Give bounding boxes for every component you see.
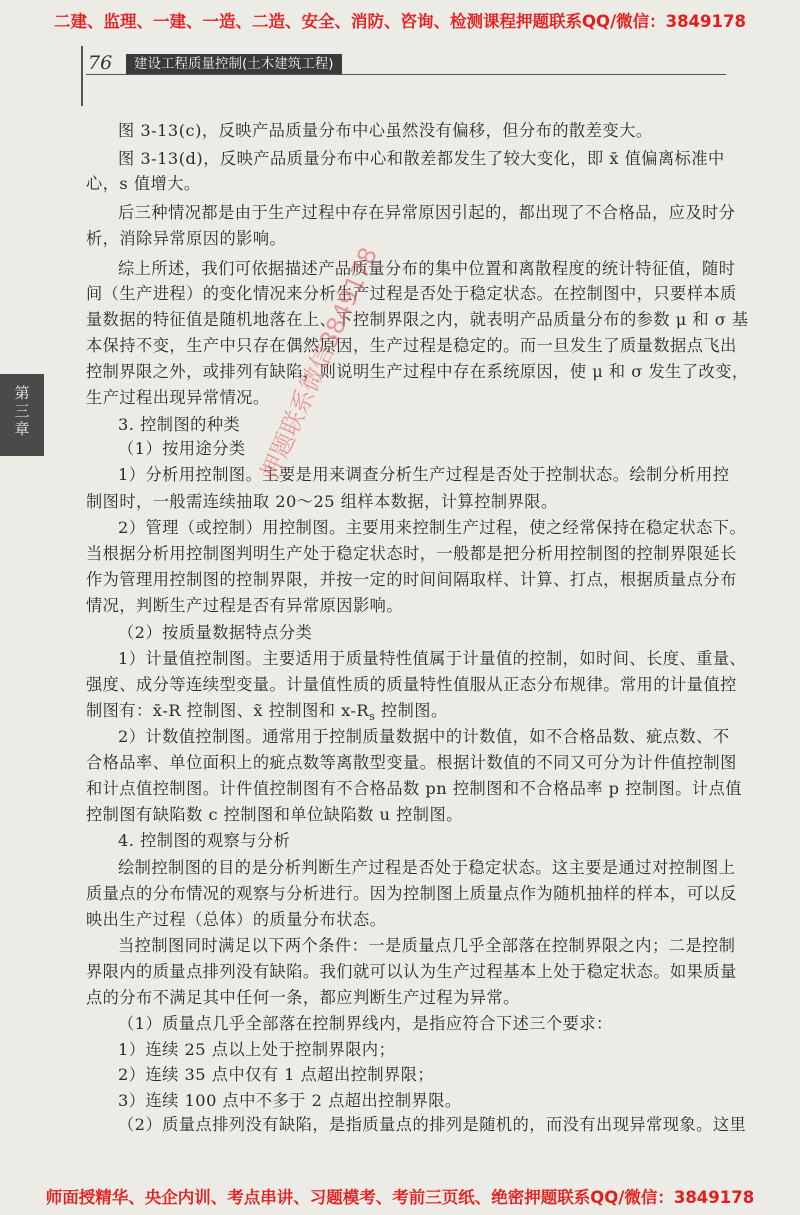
text-line: 1）连续 25 点以上处于控制界限内； xyxy=(118,1040,396,1059)
text-line: 2）计数值控制图。通常用于控制质量数据中的计数值，如不合格品数、疵点数、不 xyxy=(118,727,730,746)
text-line: 3）连续 100 点中不多于 2 点超出控制界限。 xyxy=(118,1091,462,1110)
promo-banner-top: 二建、监理、一建、一造、二造、安全、消防、咨询、检测课程押题联系QQ/微信：3849178 xyxy=(54,12,746,31)
header-divider xyxy=(86,74,726,75)
text-line: 控制界限之外，或排列有缺陷，则说明生产过程中存在系统原因，使 μ 和 σ 发生了改变， xyxy=(86,362,749,381)
text-line: 当根据分析用控制图判明生产处于稳定状态时，一般都是把分析用控制图的控制界限延长 xyxy=(86,544,737,563)
text-line: 3. 控制图的种类 xyxy=(118,415,241,434)
chapter-tab-char: 三 xyxy=(14,402,30,420)
text-line: 综上所述，我们可依据描述产品质量分布的集中位置和离散程度的统计特征值，随时 xyxy=(118,259,736,278)
text-line: 1）计量值控制图。主要适用于质量特性值属于计量值的控制，如时间、长度、重量、 xyxy=(118,649,747,668)
text-line: 控制图有缺陷数 c 控制图和单位缺陷数 u 控制图。 xyxy=(86,805,463,824)
text-line: 生产过程出现异常情况。 xyxy=(86,388,270,407)
text-line: （1）按用途分类 xyxy=(118,439,246,458)
text-line: 图 3-13(c)，反映产品质量分布中心虽然没有偏移，但分布的散差变大。 xyxy=(118,121,653,140)
text-line: 绘制控制图的目的是分析判断生产过程是否处于稳定状态。这主要是通过对控制图上 xyxy=(118,858,736,877)
text-line: （2）质量点排列没有缺陷，是指质量点的排列是随机的，而没有出现异常现象。这里 xyxy=(118,1115,747,1134)
text-line: 本保持不变，生产中只存在偶然原因，生产过程是稳定的。而一旦发生了质量数据点飞出 xyxy=(86,336,737,355)
chapter-tab-char: 章 xyxy=(14,420,30,438)
page-number: 76 xyxy=(88,52,113,74)
text-line: 界限内的质量点排列没有缺陷。我们就可以认为生产过程基本上处于稳定状态。如果质量 xyxy=(86,962,737,981)
text-line: 当控制图同时满足以下两个条件：一是质量点几乎全部落在控制界限之内；二是控制 xyxy=(118,936,736,955)
text-line: 1）分析用控制图。主要是用来调查分析生产过程是否处于控制状态。绘制分析用控 xyxy=(118,465,730,484)
watermark-text: 押题联系微信3849178 xyxy=(255,243,384,484)
text-line: 制图有：x̄-R 控制图、x̃ 控制图和 $x-R_s$ 控制图。 xyxy=(86,701,448,724)
chapter-tab-char: 第 xyxy=(14,384,30,402)
text-line: 情况，判断生产过程是否有异常原因影响。 xyxy=(86,596,404,615)
chapter-tab xyxy=(0,374,44,456)
text-line: 作为管理用控制图的控制界限，并按一定的时间间隔取样、计算、打点，根据质量点分布 xyxy=(86,570,737,589)
text-line: 后三种情况都是由于生产过程中存在异常原因引起的，都出现了不合格品，应及时分 xyxy=(118,203,736,222)
text-line: 间（生产进程）的变化情况来分析生产过程是否处于稳定状态。在控制图中，只要样本质 xyxy=(86,284,737,303)
margin-rule xyxy=(81,46,83,106)
text-line: 析，消除异常原因的影响。 xyxy=(86,229,287,248)
text-line: 制图时，一般需连续抽取 20～25 组样本数据，计算控制界限。 xyxy=(86,492,558,511)
text-line: 心，s 值增大。 xyxy=(86,174,201,193)
text-line: 强度、成分等连续型变量。计量值性质的质量特性值服从正态分布规律。常用的计量值控 xyxy=(86,675,737,694)
chapter-tab-label xyxy=(0,384,44,438)
text-line: 2）管理（或控制）用控制图。主要用来控制生产过程，使之经常保持在稳定状态下。 xyxy=(118,518,747,537)
text-line: 合格品率、单位面积上的疵点数等离散型变量。根据计数值的不同又可分为计件值控制图 xyxy=(86,753,737,772)
text-line: 和计点值控制图。计件值控制图有不合格品数 pn 控制图和不合格品率 p 控制图。计点值 xyxy=(86,779,742,798)
text-line: 2）连续 35 点中仅有 1 点超出控制界限； xyxy=(118,1065,435,1084)
book-title-header: 建设工程质量控制(土木建筑工程) xyxy=(126,54,342,74)
subscript: s xyxy=(369,710,376,724)
promo-banner-bottom: 师面授精华、央企内训、考点串讲、习题模考、考前三页纸、绝密押题联系QQ/微信：3849178 xyxy=(45,1188,755,1207)
text-line: 量数据的特征值是随机地落在上、下控制界限之内，就表明产品质量分布的参数 μ 和 σ 基 xyxy=(86,310,749,329)
text-line: 点的分布不满足其中任何一条，都应判断生产过程为异常。 xyxy=(86,988,520,1007)
text-line: 映出生产过程（总体）的质量分布状态。 xyxy=(86,910,387,929)
text-line: 4. 控制图的观察与分析 xyxy=(118,831,291,850)
text-line: 图 3-13(d)，反映产品质量分布中心和散差都发生了较大变化，即 x̄ 值偏离标准中 xyxy=(118,149,725,168)
text-line: （2）按质量数据特点分类 xyxy=(118,623,313,642)
text-line: 质量点的分布情况的观察与分析进行。因为控制图上质量点作为随机抽样的样本，可以反 xyxy=(86,884,737,903)
text-line: （1）质量点几乎全部落在控制界线内，是指应符合下述三个要求： xyxy=(118,1014,613,1033)
